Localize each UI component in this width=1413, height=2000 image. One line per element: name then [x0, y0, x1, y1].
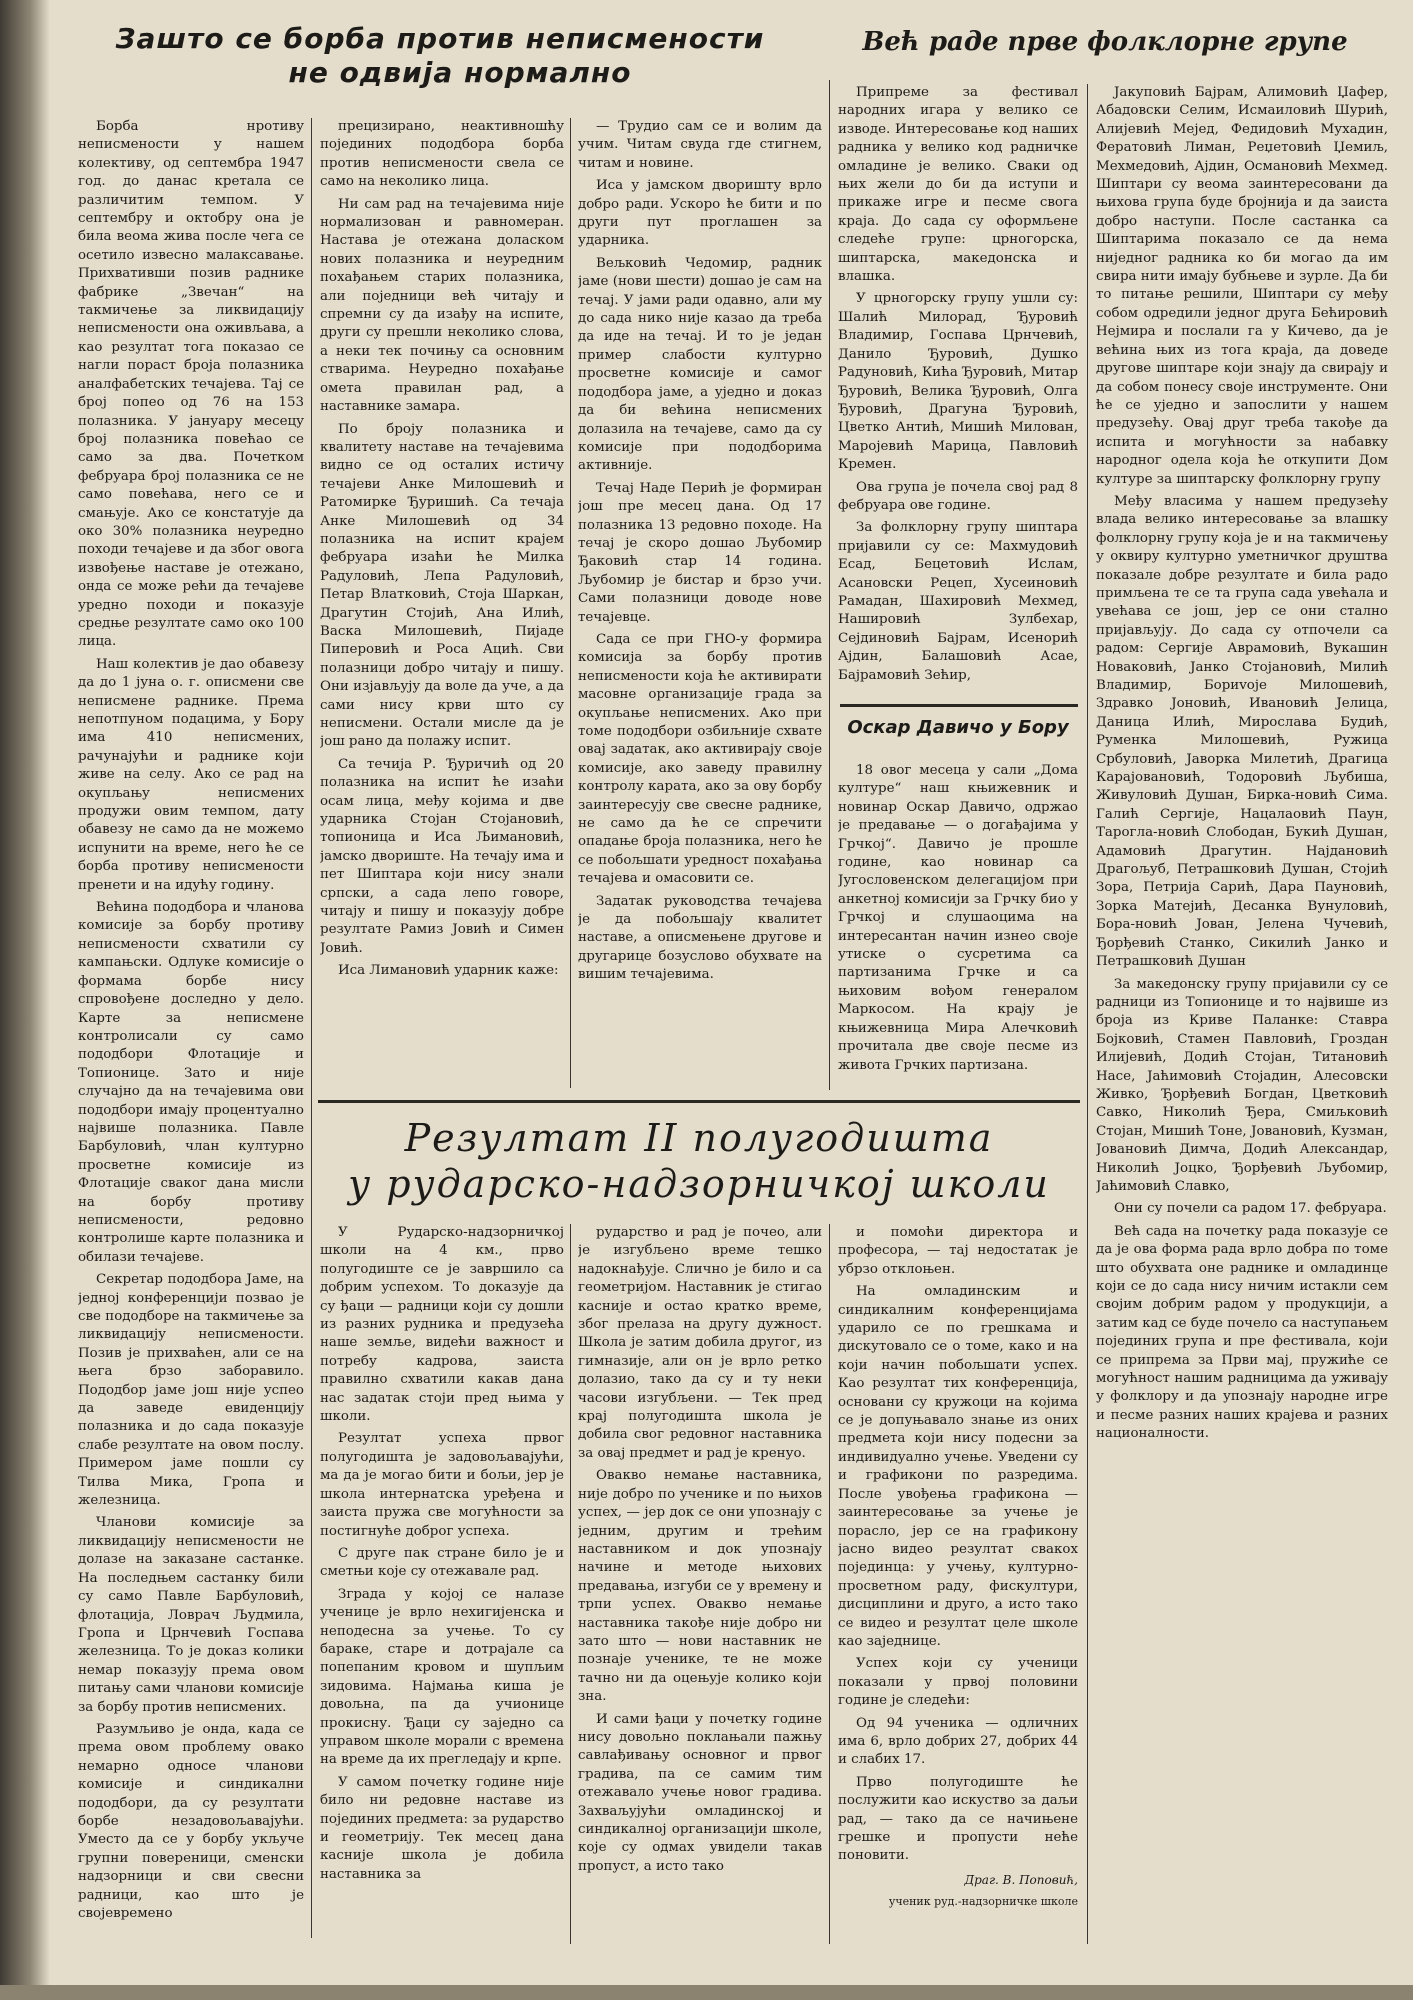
- paragraph: На омладинским и синдикалним конференцијама ударило се по грешкама и дискутовало се о томе, како и на који начин побољшати успех. Као резултат тих конференција, основани су кружоци на којима се је допуњавало знање из оних предмета који нису подесни за индивидуално учење. Уведени су и графикони по разредима. После увођења графикона — заинтересовање за учење је порасло, јер се на графикону јасно видео резултат свакох појединца: у учењу, културно-просветном раду, фискултури, дисциплини и друго, а исто тако се видео и резултат целе школе као заједнице.: [838, 1284, 1078, 1649]
- article-4-column-3: [838, 1224, 1078, 1944]
- article-4-column-1: [320, 1224, 564, 1944]
- article-3-body: [838, 762, 1078, 1088]
- paragraph: Ни сам рад на течајевима није нормализован и равномеран. Настава је отежана доласком нових полазника и неуредним похађањем старих полазника, али поједници већ читају и спремни су да изађу на испите, други су прешли неколико слова, а неки тек почињу са основним стварима. Неуредно похађање омета правилан рад, а наставнике замара.: [320, 196, 564, 415]
- paragraph: Већ сада на почетку рада показује се да је ова форма рада врло добра по томе што обухвата оне раднике и омладинце који се до сада нису ничим истакли сем својим добрим радом у продукцији, а затим кад се буде почело са наступањем појединих група и пре фестивала, који се припрема за Први мај, пружиће се могућност нашим радницима да уживају у фолклору и да упознају народне игре и песме разних наших крајева и разних националности.: [1096, 1223, 1388, 1442]
- paragraph: У самом почетку године није било ни редовне наставе из појединих предмета: за рударство и геометрију. Тек месец дана касније школа је добила наставника за: [320, 1774, 564, 1882]
- paragraph: У Рударско-надзорничкој школи на 4 км., прво полугодиште се је завршило са добрим успехом. То доказује да су ђаци — радници који су дошли из разних рудника и предузећа наше земље, видећи важност и потребу кадрова, заиста правилно схватили какав дана нас задатак стоји пред њима у школи.: [320, 1225, 564, 1425]
- section-rule: [318, 1100, 1080, 1103]
- article-3-title: Оскар Давичо у Бору: [847, 717, 1069, 738]
- paragraph: Међу власима у нашем предузећу влада велико интересовање за влашку фолклорну групу која је и на такмичењу у оквиру културно уметничког друштва показале добре резултате и била радо примљена те се та група сада увећала и увећава се још, јер се они стално пријављују. До сада су отпочели са радом: Сергије Аврамовић, Вукашин Новаковић, Јанко Стојановић, Милић Владимир, Бориvоје Милошевић, Здравко Јоновић, Ивановић Јелица, Даница Илић, Мирослава Будић, Руменка Милошевић, Ружица Србуловић, Јаворка Милетић, Драгица Карајовановић, Тодоровић Љубиша, Живуловић Душан, Бирка-новић Сима. Галић Сергије, Нацалаовић Паун, Тарогла-новић Слободан, Букић Душан, Адамовић Драгутин. Најдановић Драгољуб, Петрашковић Душан, Стојић Зора, Петрија Сарић, Дара Пауновић, Зорка Матејић, Десанка Вунуловић, Бора-новић Јован, Јелена Чучевић, Ђорђевић Станко, Сикилић Јанко и Петрашковић Душан: [1096, 493, 1388, 970]
- paragraph: Иса у јамском дворишту врло добро ради. Ускоро ће бити и по други пут проглашен за ударника.: [578, 178, 822, 249]
- article-2-title: Већ раде прве фолклорне групе: [862, 27, 1348, 57]
- article-2-header: [840, 22, 1370, 72]
- paragraph: Они су почели са радом 17. фебруара.: [1114, 1201, 1387, 1217]
- article-4-header: [318, 1115, 1080, 1215]
- paragraph: Чланови комисије за ликвидацију неписмености не долазе на заказане састанке. На последњем састанку били су само Павле Барбуловић, флотација, Ловрач Људмила, Гропа и Црнчевић Госпава железница. То је доказ колики немар показују према овом питању сами чланови комисије за борбу против неписмених.: [78, 1515, 304, 1715]
- paragraph: — Трудио сам се и волим да учим. Читам свуда где стигнем, читам и новине.: [578, 119, 822, 171]
- paragraph: Успех који су ученици показали у првој половини године је следећи:: [838, 1656, 1078, 1709]
- paragraph: За фолклорну групу шиптара пријавили су се: Махмудовић Есад, Бецетовић Ислам, Асановски Рецеп, Хусеиновић Рамадан, Шахировић Мехмед, Нашировић Зулбехар, Сејдиновић Бајрам, Исенорић Ајдин, Балашовић Асае, Бајрамовић Зећир,: [838, 520, 1078, 683]
- paragraph: Већина пододбора и чланова комисије за борбу противу неписмености схватили су кампањски. Одлуке комисије о формама борбе нису спровођене доследно у дело. Карте за неписмене контролисали су само пододбори Флотације и Топионице. Зато и није случајно да на течајевима ови пододбори имају процентуално највише полазника. Павле Барбуловић, члан културно просветне комисије из Флотације сваког дана мисли на борбу противу неписмености, редовно контролише карте полазника и обилази течајеве.: [78, 900, 304, 1265]
- article-1-title-line2: не одвија нормално: [288, 56, 632, 89]
- paragraph: Зграда у којој се налазе ученице је врло нехигијенска и неподесна за учење. То су бараке, старе и дотрајале са попепаним кровом и шупљим зидовима. Најмања киша је довољна, па да учионице прокисну. Ђаци су заједно са управом школе морали с времена на време да их прегледају и крпе.: [320, 1586, 564, 1768]
- article-3-header: [838, 716, 1078, 746]
- paragraph: У црногорску групу ушли су: Шалић Милорад, Ђуровић Владимир, Госпава Црнчевић, Данило Ђуровић, Душко Радуновић, Кића Ђуровић, Митар Ђуровић, Велика Ђуровић, Олга Ђуровић, Драгуна Ђуровић, Цветко Антић, Мишић Милован, Маројевић Марица, Павловић Кремен.: [838, 291, 1078, 473]
- page-bottom-edge: [0, 1985, 1413, 2000]
- paragraph: рударство и рад је почео, али је изгубљено време тешко надокнађује. Слично је било и са геометријом. Наставник је стигао касније и остао кратко време, због прелаза на другу дужност. Школа је затим добила другог, из гимназије, али он је врло ретко долазио, тако да су и ту неки часови изгубљени. — Тек пред крај полугодишта школа је добила свог редовног наставника за овај предмет и рад је кренуо.: [578, 1225, 822, 1461]
- article-2-column-1: [838, 84, 1078, 696]
- column-divider: [570, 118, 571, 1088]
- paragraph: Борба нротиву неписмености у нашем колективу, од септембра 1947 год. до данас кретала се различитим темпом. У септембру и октобру она је била веома жива после чега се осетило извесно малаксавање. Прихвативши позив раднике фабрике „Звечан“ на такмичење за ликвидацију неписмености она оживљава, а као резултат тога показао се нагли пораст броја полазника аналфабетских течајева. Тај се број попео од 76 на 153 полазника. У јануару месецу број полазника повећао се само за два. Почетком фебруара број полазника се не само повећава, него се и смањује. Ако се констатује да око 30% полазника неуредно походи течајеве и да због овога извођење наставе је отежано, онда се може рећи да течајеве уредно походи и показује средње резултате само око 100 лица.: [78, 119, 304, 650]
- page-edge-shadow: [0, 0, 50, 2000]
- paragraph: Прво полугодиште ће послужити као искуство за даљи рад, — тако да се начињене грешке и пропусти неће поновити.: [838, 1774, 1078, 1864]
- paragraph: Иса Лимановић ударник каже:: [338, 963, 559, 979]
- paragraph: По броју полазника и квалитету наставе на течајевима видно се од осталих истичу течајеви Анке Милошевић и Ратомирке Ђуришић. Са течаја Анке Милошевић од 34 полазника на испит крајем фебруара изаћи ће Милка Радуловић, Лепа Радуловић, Петар Влатковић, Стоја Шаркан, Драгутин Стојић, Ана Илић, Васка Милошевић, Пијаде Пиперовић и Роса Ацић. Сви полазници добро читају и пишу. Они изјављују да воле да уче, а да сами нису крви што су неписмени. Остали мисле да је још рано да полажу испит.: [320, 421, 564, 750]
- paragraph: И сами ђаци у почетку године нису довољно поклањали пажњу савлађивању основног и првог градива, па се самим тим отежавало учење новог градива. Захваљујући омладинској и синдикалној организацији школе, које су одмах увидели такав пропуст, а исто тако: [578, 1711, 822, 1874]
- article-4-title-line1: Резултат II полугодишта: [404, 1116, 994, 1160]
- paragraph: Са течија Р. Ђуричић од 20 полазника на испит ће изаћи осам лица, међу којима и две ударника Стојан Стојановић, топионица и Иса Љимановић, јамско двориште. На течају има и пет Шиптара који нису знали српски, а сада лепо говоре, читају и пишу и показују добре резултате Рамиз Јовић и Симен Јовић.: [320, 756, 564, 956]
- article-4-column-2: [578, 1224, 822, 1944]
- paragraph: Разумљиво је онда, када се према овом проблему овако немарно односе чланови комисије и синдикални пододбори, да су резултати борбе незадовољавајући. Уместо да се у борбу укључе групни повереници, сменски надзорници и сви свесни радници, као што је својевремено: [78, 1721, 304, 1921]
- paragraph: и помоћи директора и професора, — тај недостатак је убрзо отклоњен.: [838, 1225, 1078, 1277]
- author-role: ученик руд.-надзорничке школе: [888, 1894, 1078, 1908]
- paragraph: Ова група је почела свој рад 8 фебруара ове године.: [838, 479, 1078, 513]
- paragraph: Овакво немање наставника, није добро по ученике и по њихов успех, — јер док се они упознају с једним, другим и трећим наставником и док упознају начине и методе њихових предавања, изгуби се у времену и трпи успех. Овакво немање наставника такође није добро ни зато што — нови наставник не познаје ученике, те не може тачно ни да оцењује колико који зна.: [578, 1468, 822, 1705]
- column-divider: [829, 80, 830, 1090]
- paragraph: Сада се при ГНО-у формира комисија за борбу против неписмености која ће активирати масовне организације града за окупљање неписмених. Ако при томе пододбори озбиљније схвате овај задатак, ако активирају своје комисије, ако заведу правилну контролу карата, ако за ову борбу заинтересују све свесне раднике, не само да ће се спречити опадање броја полазника, него ће се побољшати уредност похађања течајева и омасовити се.: [578, 631, 822, 887]
- paragraph: Припреме за фестивал народних игара у велико се изводе. Интересовање код наших радника у велико код радничке омладине је велико. Сваки од њих жели до би да иступи и прикаже игре и песме свога краја. До сада су оформљене следеће групе: црногорска, шиптарска, македонска и влашка.: [838, 85, 1078, 285]
- column-divider: [829, 1224, 830, 1944]
- paragraph: Од 94 ученика — одличних има 6, врло добрих 27, добрих 44 и слабих 17.: [838, 1715, 1078, 1768]
- column-divider: [570, 1224, 571, 1944]
- paragraph: Наш колектив је дао обавезу да до 1 јуна о. г. описмени све неписмене раднике. Према непотпуном подацима, у Бору има 410 неписмених, рачунајући и раднике који живе на селу. Ако се рад на окупљању неписмених продужи овим темпом, дату обавезу не само да не можемо испунити на време, него ће се борба противу неписмености пренети и на идућу годину.: [78, 656, 304, 893]
- paragraph: Течај Наде Перић је формиран још пре месец дана. Од 17 полазника 13 редовно походе. На течај је скоро дошао Љубомир Ђаковић стар 14 година. Љубомир је бистар и брзо учи. Сами полазници доводе нове течајевце.: [578, 480, 822, 625]
- column-divider: [311, 118, 312, 1938]
- article-1-title-line1: Зашто се борба против неписмености: [115, 22, 765, 55]
- paragraph: Секретар пододбора Јаме, на једној конференцији позвао је све пододборе на такмичење за ликвидацију неписмености. Позив је прихваћен, али се на њега брзо заборавило. Пододбор јаме још није успео да заведе евиденцију полазника и до сада показује слабе резултате на овом послу. Примером јаме пошли су Тилва Мика, Гропа и железница.: [78, 1272, 304, 1509]
- paragraph: Вељковић Чедомир, радник јаме (нови шести) дошао је сам на течај. У јами ради одавно, али му до сада нико није казао да треба да иде на течај. И то је један пример слабости културно просветне комисије и самог пододбора јаме, а уједно и доказ да би већина неписмених долазила на течајеве, само да су комисије при пододборима активније.: [578, 255, 822, 474]
- article-1-header: [60, 22, 820, 102]
- section-rule: [840, 704, 1078, 707]
- article-2-column-2: [1096, 84, 1388, 1944]
- author-signature: Драг. В. Поповић,: [964, 1872, 1078, 1887]
- paragraph: Јакуповић Бајрам, Алимовић Џафер, Абадовски Селим, Исмаиловић Шурић, Алијевић Мејед, Федидовић Мухадин, Фератовић Лиман, Реџетовић Џемиљ, Мехмедовић, Ајдин, Османовић Мехмед. Шиптари су веома заинтересовани да њихова група буде бројнија и да заиста добро наступи. После састанка са Шиптарима показало се да нема ниједног радника ко би могао да им свира нити имају бубњеве и зурле. Да би то питање решили, Шиптари су међу собом одредили једног друга Бећировић Нејмира и послали га у Кичево, да је већина њих из тога краја, да доведе другове шиптаре који знају да свирају и да собом понесу своје инструменте. Они ће се уједно и запослити у нашем предузећу. Овај друг треба такође да испита и могућности за набавку народног одела која ће откупити Дом културе за шиптарску фолклорну групу: [1096, 85, 1388, 487]
- article-1-column-2: [320, 118, 564, 1088]
- paragraph: Резултат успеха првог полугодишта је задовољавајући, ма да је могао бити и бољи, јер је школа интернатска уређена и заиста пружа све могућности за постигнуће доброг успеха.: [320, 1431, 564, 1539]
- article-1-column-1: [78, 118, 304, 1938]
- paragraph: прецизирано, неактивношћу појединих пододбора борба против неписмености свела се само на неколико лица.: [320, 119, 564, 190]
- paragraph: Задатак руководства течајева је да побољшају квалитет наставе, а описмењене другове и другарице бозуслово обухвате на вишим течајевима.: [578, 893, 822, 983]
- article-4-title-line2: у рударско-надзорничкој школи: [348, 1162, 1050, 1206]
- article-1-column-3: [578, 118, 822, 1088]
- paragraph: За македонску групу пријавили су се радници из Топионице и то највише из броја из Криве Паланке: Ставра Бојковић, Стамен Павловић, Гроздан Илијевић, Додић Стојан, Титановић Насе, Јаћимовић Стојадин, Алесовски Живко, Ђорђевић Богдан, Цветковић Савко, Николић Ђера, Смиљковић Стојан, Мишић Тоне, Јовановић, Кузман, Јовановић Димча, Додић Александар, Николић Јоцко, Ђорђевић Љубомир, Јаћимовић Славко,: [1096, 976, 1388, 1194]
- paragraph: С друге пак стране било је и сметњи које су отежавале рад.: [320, 1545, 564, 1580]
- paragraph: 18 овог месеца у сали „Дома културе“ наш књижевник и новинар Оскар Давичо, одржао је предавање — о догађајима у Грчкој“. Давичо је прошле године, као новинар са Југословенском делегацијом при анкетној комисији за Грчку био у Грчкој и слушаоцима на интересантан начин изнео своје утиске о сусретима са партизанима Грчке и са њиховим вођом генералом Маркосом. На крају је књижевница Мира Алечковић прочитала две своје песме из живота Грчких партизана.: [838, 763, 1078, 1073]
- column-divider: [1087, 84, 1088, 1944]
